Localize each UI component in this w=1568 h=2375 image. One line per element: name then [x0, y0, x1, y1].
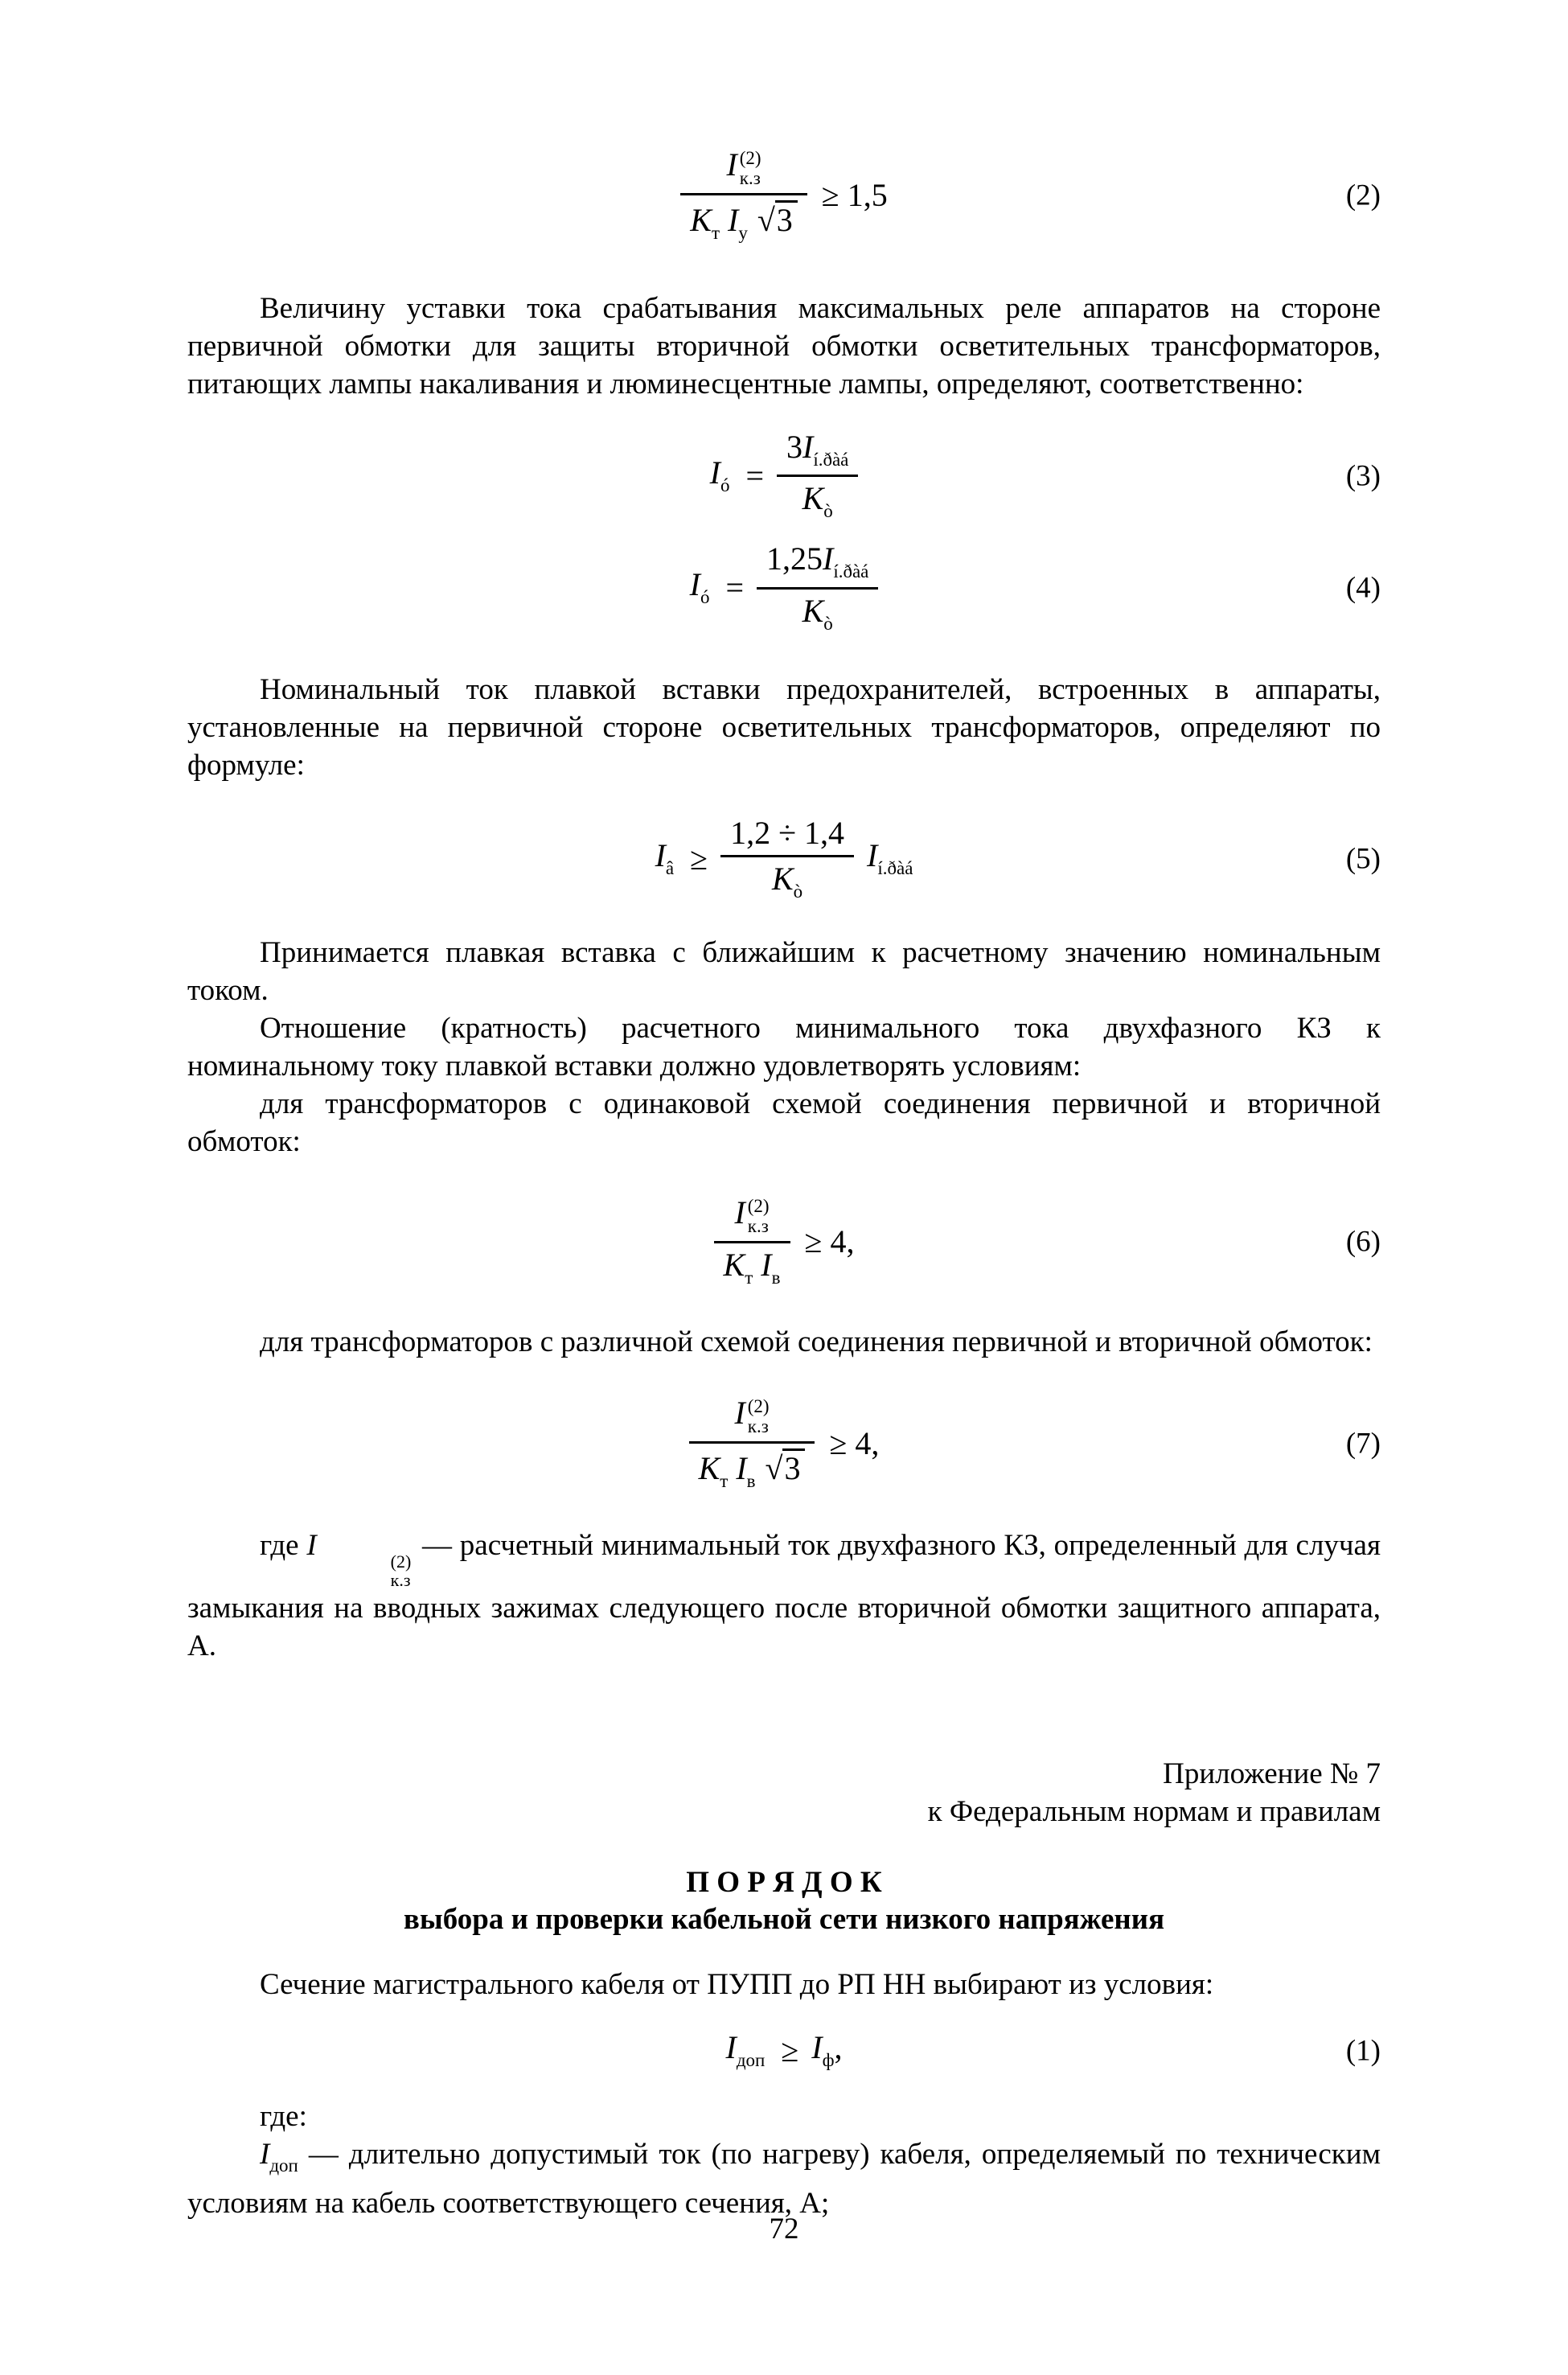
paragraph-7 [187, 1526, 1381, 1665]
rhs [811, 2031, 842, 2070]
paragraph-3: Принимается плавкая вставка с ближайшим к расчетному значению номинальным током. [187, 935, 1381, 1007]
sup-sub-stack [318, 1552, 412, 1589]
fraction [757, 537, 878, 638]
equals-sign: = [725, 569, 744, 606]
var-I: I [655, 837, 666, 874]
subscript: ò [793, 881, 803, 902]
paragraph-9: где: [260, 2100, 307, 2134]
denominator [714, 1241, 790, 1292]
var-I: I [728, 202, 739, 238]
var-I: I [725, 2029, 737, 2066]
equation-2 [187, 143, 1381, 248]
subscript: в [746, 1470, 756, 1491]
geq-sign: ≥ [781, 2032, 799, 2069]
text-run: — расчетный минимальный ток двухфазного КЗ, определенный для случая замыкания на вводных зажимах следующего после вторичной обмотки защитного аппарата, А. [187, 1529, 1381, 1663]
equation-5 [187, 812, 1381, 906]
sup-sub-stack [740, 148, 761, 188]
radical [757, 202, 798, 238]
relation: ≥ 1,5 [821, 177, 888, 214]
equation-2-body [680, 143, 887, 248]
var-I: I [726, 146, 737, 183]
paragraph-2: Номинальный ток плавкой вставки предохранителей, встроенных в аппараты, установленные на первичной стороне осветительных трансформаторов, определяют по формуле: [187, 672, 1381, 782]
denominator [689, 1441, 815, 1496]
equation-5-body [655, 812, 913, 906]
equation-number: (5) [1345, 842, 1381, 876]
var-K: K [802, 592, 824, 629]
coefficient: 3 [786, 429, 802, 466]
subscript: доп [269, 2155, 298, 2176]
denominator [720, 855, 854, 906]
var-I: I [306, 1529, 317, 1563]
equation-7-body [689, 1391, 880, 1496]
appendix-line-2: к Федеральным нормам и правилам [927, 1795, 1381, 1829]
denominator [777, 475, 858, 526]
superscript: (2) [747, 1195, 770, 1216]
var-I: I [260, 2138, 270, 2172]
var-K: K [690, 202, 712, 238]
paragraph-6: для трансформаторов с различной схемой соединения первичной и вторичной обмоток: [260, 1325, 1373, 1358]
var-I: I [734, 1194, 745, 1231]
lhs [690, 568, 710, 607]
sup-sub-stack [748, 1396, 770, 1436]
subscript: т [711, 223, 720, 243]
radicand: 3 [782, 1448, 805, 1485]
subscript: к.з [739, 168, 761, 188]
lhs [725, 2031, 765, 2070]
var-I: I [734, 1395, 745, 1432]
comma: , [834, 2029, 843, 2066]
var-I: I [802, 429, 814, 466]
radicand: 3 [775, 200, 798, 237]
subscript: у [738, 223, 748, 243]
relation: ≥ 4, [804, 1222, 855, 1259]
var-I: I [689, 566, 700, 603]
subscript: к.з [747, 1215, 769, 1236]
numerator [689, 1391, 815, 1441]
superscript: (2) [739, 148, 761, 168]
subscript: í.ðàá [877, 858, 913, 879]
denominator [680, 193, 807, 248]
equation-4-body [690, 537, 879, 638]
radical [766, 1450, 806, 1486]
var-I: I [736, 1449, 747, 1486]
page-number: 72 [769, 2213, 799, 2246]
coefficient: 1,25 [766, 540, 823, 577]
subscript: к.з [390, 1570, 411, 1591]
equation-6-body [714, 1191, 855, 1292]
subscript: к.з [747, 1416, 769, 1436]
superscript: (2) [390, 1551, 412, 1572]
text-run: — длительно допустимый ток (по нагреву) кабеля, определяемый по техническим условиям на кабель соответствующего сечения, А; [187, 2138, 1381, 2221]
radical-sign: √ [757, 202, 775, 238]
equation-1-body [725, 2031, 842, 2070]
section-heading [187, 1864, 1381, 1938]
fraction [714, 1191, 790, 1292]
relation: ≥ 4, [829, 1425, 880, 1462]
subscript: í.ðàá [833, 561, 869, 582]
var-I: I [823, 540, 834, 577]
numerator [680, 143, 807, 193]
geq-sign: ≥ [690, 840, 708, 877]
equation-number: (6) [1345, 1225, 1381, 1259]
subscript: ò [823, 613, 833, 634]
fraction [680, 143, 807, 248]
denominator [757, 587, 878, 639]
paragraph-8: Сечение магистрального кабеля от ПУПП до РП НН выбирают из условия: [260, 1968, 1214, 2002]
fraction [777, 425, 858, 526]
var-K: K [723, 1246, 745, 1283]
numerator [714, 1191, 790, 1241]
fraction [689, 1391, 815, 1496]
numerator [777, 425, 858, 475]
paragraph-1: Величину уставки тока срабатывания максимальных реле аппаратов на стороне первичной обмотки для защиты вторичной обмотки осветительных трансформаторов, питающих лампы накаливания и люминесцентные лампы, определяют, соответственно: [187, 292, 1381, 401]
paragraph-4: Отношение (кратность) расчетного минимального тока двухфазного КЗ к номинальному току плавкой вставки должно удовлетворять условиям: [187, 1011, 1381, 1083]
equation-number: (7) [1345, 1427, 1381, 1461]
superscript: (2) [747, 1395, 770, 1416]
var-K: K [802, 480, 824, 517]
equation-1 [187, 2031, 1381, 2070]
sup-sub-stack [748, 1196, 770, 1236]
heading-line-1: П О Р Я Д О К [686, 1866, 882, 1900]
numerator [757, 537, 878, 586]
heading-line-2: выбора и проверки кабельной сети низкого напряжения [403, 1903, 1165, 1937]
appendix-reference [187, 1755, 1381, 1831]
radical-sign: √ [765, 1449, 783, 1486]
equation-4 [187, 537, 1381, 638]
rhs [867, 839, 913, 878]
text-run: где [260, 1529, 307, 1563]
paragraph-5: для трансформаторов с одинаковой схемой соединения первичной и вторичной обмоток: [187, 1087, 1381, 1158]
equation-3-body [710, 425, 859, 526]
subscript: ò [823, 501, 833, 522]
subscript: ф [822, 2050, 835, 2071]
equation-7 [187, 1391, 1381, 1496]
equation-number: (1) [1345, 2034, 1381, 2068]
var-K: K [698, 1449, 720, 1486]
subscript: ó [700, 587, 710, 608]
subscript: í.ðàá [813, 450, 849, 470]
equation-number: (2) [1345, 179, 1381, 212]
var-I: I [811, 2029, 823, 2066]
var-K: K [771, 860, 794, 897]
equation-3 [187, 425, 1381, 526]
lhs [655, 839, 675, 878]
var-I: I [709, 454, 720, 491]
subscript: т [720, 1470, 729, 1491]
lhs [710, 456, 730, 495]
subscript: â [665, 858, 675, 879]
var-I: I [867, 837, 878, 874]
subscript: ó [720, 475, 730, 496]
fraction [720, 812, 854, 906]
subscript: в [771, 1267, 781, 1288]
appendix-line-1: Приложение № 7 [1163, 1757, 1381, 1791]
equation-number: (4) [1345, 571, 1381, 605]
numerator: 1,2 ÷ 1,4 [730, 814, 845, 851]
equation-number: (3) [1345, 459, 1381, 493]
var-I: I [761, 1246, 772, 1283]
subscript: доп [736, 2050, 766, 2071]
subscript: т [745, 1267, 753, 1288]
equals-sign: = [745, 457, 764, 494]
equation-6 [187, 1191, 1381, 1292]
